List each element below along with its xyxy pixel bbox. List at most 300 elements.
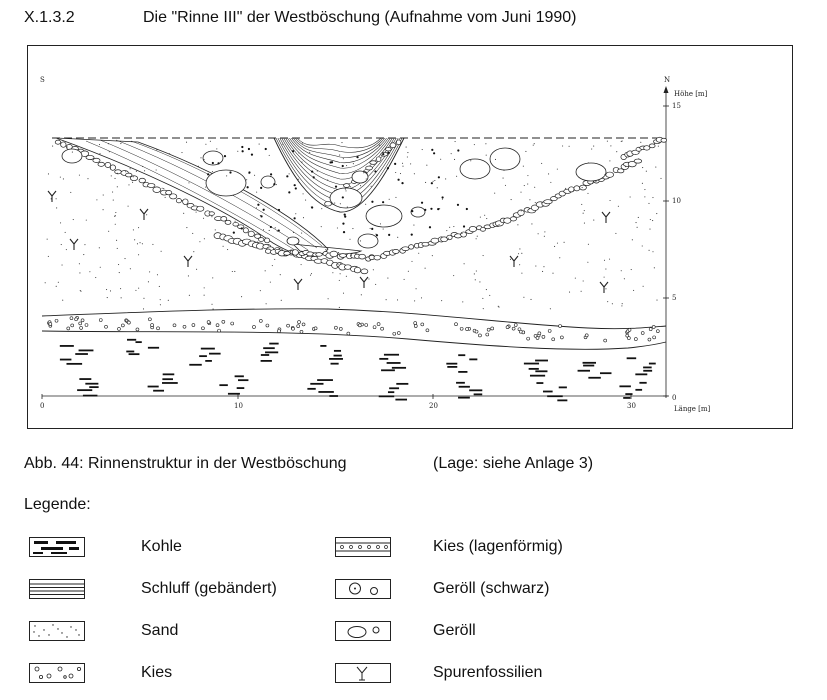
sand-dot: [108, 231, 109, 232]
sand-dot: [622, 303, 623, 304]
sand-dot: [557, 243, 558, 244]
sand-dot: [379, 145, 380, 146]
sand-dot: [340, 263, 341, 264]
coal-dash: [458, 397, 470, 399]
sand-dot: [181, 200, 182, 201]
sand-dot: [56, 207, 57, 208]
sand-dot: [282, 144, 283, 145]
sand-dot: [181, 152, 182, 153]
sand-dot: [337, 264, 338, 265]
sand-dot: [144, 170, 145, 171]
diagonal-silt-lens: [56, 138, 328, 256]
coarse-grain: [233, 232, 235, 234]
coal-dashes: [60, 339, 656, 401]
sand-dot: [486, 289, 487, 290]
sand-dot: [157, 274, 158, 275]
sand-dot: [554, 246, 555, 247]
sand-dot: [301, 264, 302, 265]
coarse-grain: [278, 229, 280, 231]
gravel-grain: [634, 338, 637, 341]
gravel-grain: [373, 326, 376, 329]
sand-dot: [584, 223, 585, 224]
gravel-grain: [559, 325, 562, 328]
sand-dot: [494, 193, 495, 194]
sand-dot: [79, 175, 80, 176]
coarse-grain: [335, 186, 337, 188]
coal-dash: [85, 383, 98, 385]
figure-location-note: (Lage: siehe Anlage 3): [433, 455, 594, 472]
sand-dot: [265, 270, 266, 271]
coarse-grain: [376, 234, 378, 236]
gravel-grain: [656, 330, 659, 333]
pebble: [339, 254, 346, 258]
height-tick-15: 15: [672, 102, 681, 110]
coal-dash: [318, 391, 333, 393]
coal-dash: [75, 353, 88, 355]
sand-dot: [518, 253, 519, 254]
sand-dot: [495, 159, 496, 160]
gravel-grain: [347, 332, 350, 335]
coal-dash: [530, 375, 545, 377]
sand-dot: [426, 165, 427, 166]
sand-dot: [142, 243, 143, 244]
sand-dot: [349, 239, 350, 240]
boulder: [352, 171, 368, 183]
sand-dot: [160, 304, 161, 305]
sand-dot: [128, 184, 129, 185]
sand-dot: [425, 268, 426, 269]
sand-dot: [232, 271, 233, 272]
figure-caption: Abb. 44: Rinnenstruktur in der Westböschung: [24, 455, 347, 472]
gravel-grain: [653, 336, 656, 339]
pebble: [461, 232, 467, 237]
coal-dash: [209, 353, 221, 355]
sand-dot: [212, 171, 213, 172]
sand-dot: [254, 175, 255, 176]
sand-dot: [84, 150, 85, 151]
sand-dot: [205, 187, 206, 188]
sand-dot: [607, 301, 608, 302]
sand-dot: [303, 217, 304, 218]
sand-dot: [259, 144, 260, 145]
coarse-grain: [343, 231, 345, 233]
sand-dot: [400, 173, 401, 174]
coal-dash: [583, 365, 594, 367]
sand-dot: [605, 269, 606, 270]
coarse-grain: [273, 183, 275, 185]
coal-icon: [29, 537, 85, 557]
sand-dot: [276, 184, 277, 185]
sand-dot: [565, 188, 566, 189]
gravel-grain: [627, 337, 630, 340]
gravel-grain: [466, 328, 469, 331]
sand-dot: [527, 175, 528, 176]
sand-dot: [211, 216, 212, 217]
sand-dot: [422, 149, 423, 150]
sand-dot: [527, 184, 528, 185]
gravel-grain: [252, 325, 255, 328]
sand-dot: [189, 295, 190, 296]
gravel-grain: [298, 321, 301, 324]
pebble: [661, 138, 667, 142]
sand-dot: [235, 221, 236, 222]
sand-dot: [655, 167, 656, 168]
coal-dash: [469, 358, 477, 360]
trace-fossil: [48, 191, 56, 202]
sand-dot: [592, 183, 593, 184]
coal-dash: [79, 350, 94, 352]
coarse-grain: [311, 170, 313, 172]
sand-dot: [621, 270, 622, 271]
sand-dot: [387, 278, 388, 279]
sand-dot: [397, 299, 398, 300]
sand-dot: [210, 141, 211, 142]
coarse-grain: [382, 201, 384, 203]
boulder: [261, 176, 275, 188]
gravel-grain: [381, 327, 384, 330]
channel-band: [291, 138, 386, 163]
sand-dot: [648, 203, 649, 204]
sand-dot: [484, 215, 485, 216]
sand-dot: [449, 227, 450, 228]
coarse-grain: [388, 234, 390, 236]
gravel-grain: [487, 328, 490, 331]
sand-dot: [584, 210, 585, 211]
pebble: [55, 140, 61, 144]
coal-dash: [588, 377, 600, 379]
sand-dot: [474, 144, 475, 145]
coal-dash: [334, 355, 342, 357]
sand-dot: [446, 230, 447, 231]
coal-dash: [387, 362, 401, 364]
sand-dot: [649, 229, 650, 230]
sand-dot: [642, 183, 643, 184]
pebble: [376, 157, 381, 162]
coal-dash: [458, 371, 467, 373]
coal-dash: [162, 382, 178, 384]
sand-dot: [325, 249, 326, 250]
pebble: [243, 228, 248, 233]
coal-dash: [535, 370, 547, 372]
sand-dot: [407, 152, 408, 153]
sand-dot: [353, 163, 354, 164]
coarse-grain: [241, 146, 243, 148]
coarse-grain: [311, 206, 313, 208]
sand-dot: [654, 267, 655, 268]
sand-dot: [106, 289, 107, 290]
sand-dot: [395, 172, 396, 173]
sand-dot: [605, 288, 606, 289]
sand-dot: [406, 147, 407, 148]
sand-dot: [582, 187, 583, 188]
coarse-grain: [247, 186, 249, 188]
sand-dot: [383, 228, 384, 229]
sand-dot: [615, 233, 616, 234]
sand-dot: [298, 152, 299, 153]
legend-label-trace-fossil: Spurenfossilien: [433, 664, 543, 681]
gravel-grain: [148, 318, 151, 321]
gravel-grain: [552, 338, 555, 341]
sand-dot: [152, 244, 153, 245]
sand-dot: [474, 273, 475, 274]
sand-dot: [136, 171, 137, 172]
coal-dash: [474, 393, 483, 395]
coal-dash: [77, 389, 92, 391]
gravel-grain: [55, 319, 58, 322]
sand-dot: [133, 176, 134, 177]
pebble: [396, 140, 401, 145]
sand-dot: [115, 224, 116, 225]
coal-dash: [83, 395, 97, 397]
sand-dot: [334, 203, 335, 204]
gravel-grain: [71, 324, 74, 327]
sand-dot: [523, 166, 524, 167]
gravel-grain: [334, 326, 337, 329]
sand-dot: [642, 245, 643, 246]
legend-label-banded-silt: Schluff (gebändert): [141, 580, 277, 597]
sand-dot: [365, 204, 366, 205]
pebble: [86, 155, 94, 159]
coarse-grain: [466, 208, 468, 210]
coal-dash: [379, 358, 388, 360]
gravel-grain: [512, 327, 515, 330]
gravel-grain: [548, 329, 551, 332]
sand-dot: [60, 177, 61, 178]
sand-dot: [375, 284, 376, 285]
sand-dot: [650, 219, 651, 220]
coal-dash: [583, 362, 596, 364]
gravel-grain: [339, 327, 342, 330]
sand-dot: [479, 281, 480, 282]
sand-dot: [604, 260, 605, 261]
pebble: [574, 186, 580, 191]
legend-label-layered-gravel: Kies (lagenförmig): [433, 538, 563, 555]
sand-dot: [149, 271, 150, 272]
sand-dot: [609, 200, 610, 201]
coal-dash: [60, 345, 74, 347]
coal-dash: [543, 391, 553, 393]
sand-dot: [183, 213, 184, 214]
sand-icon: [29, 621, 85, 641]
pebble: [385, 148, 391, 151]
sand-dot: [411, 261, 412, 262]
sand-dot: [124, 258, 125, 259]
sand-dot: [631, 269, 632, 270]
pebble: [469, 226, 476, 231]
pebble: [98, 162, 105, 166]
gravel-grain: [314, 327, 317, 330]
sand-dot: [70, 192, 71, 193]
coal-dash: [392, 367, 406, 369]
legend-label-sand: Sand: [141, 622, 179, 639]
sand-dot: [110, 290, 111, 291]
height-tick-5: 5: [672, 294, 677, 302]
sand-dot: [397, 237, 398, 238]
sand-dot: [612, 303, 613, 304]
sand-dot: [293, 232, 294, 233]
pebble: [390, 143, 396, 148]
sand-dot: [66, 249, 67, 250]
sand-dot: [168, 300, 169, 301]
sand-dot: [618, 206, 619, 207]
sand-dot: [162, 188, 163, 189]
pebble: [606, 172, 614, 177]
sand-dot: [644, 189, 645, 190]
coal-dash: [135, 341, 141, 343]
sand-dot: [212, 277, 213, 278]
sand-dot: [421, 297, 422, 298]
coarse-grain: [371, 228, 373, 230]
coal-dash: [199, 355, 207, 357]
coarse-grain: [387, 167, 389, 169]
coarse-grain: [421, 202, 423, 204]
sand-dot: [552, 273, 553, 274]
pebble: [183, 199, 188, 205]
coarse-grain: [431, 182, 433, 184]
trace-fossil: [294, 279, 302, 290]
sand-dot: [569, 146, 570, 147]
sand-dot: [338, 252, 339, 253]
sand-dot: [196, 212, 197, 213]
coarse-grain: [329, 161, 331, 163]
sand-dot: [327, 180, 328, 181]
coarse-grain: [217, 162, 219, 164]
gravel-grain: [192, 324, 195, 327]
sand-dot: [347, 206, 348, 207]
boulder: [576, 163, 606, 181]
sand-dot: [521, 273, 522, 274]
sand-dot: [56, 198, 57, 199]
sand-dot: [125, 171, 126, 172]
channel-band: [280, 138, 398, 196]
black-boulder-icon: [335, 579, 391, 599]
sand-dot: [337, 227, 338, 228]
sand-dot: [332, 272, 333, 273]
sand-dot: [345, 190, 346, 191]
sand-dot: [652, 251, 653, 252]
sand-dot: [200, 157, 201, 158]
length-tick-0: 0: [40, 402, 45, 410]
coarse-grain: [270, 173, 272, 175]
sand-dot: [346, 276, 347, 277]
sand-dot: [115, 215, 116, 216]
sand-dot: [520, 192, 521, 193]
sand-dot: [134, 239, 135, 240]
coal-dash: [265, 351, 278, 353]
gravel-grain: [151, 324, 154, 327]
sand-dot: [205, 144, 206, 145]
sand-dot: [483, 308, 484, 309]
coal-dash: [379, 395, 394, 397]
sand-dot: [389, 199, 390, 200]
sand-dot: [108, 143, 109, 144]
sand-dot: [642, 167, 643, 168]
sand-dot: [204, 287, 205, 288]
boulder: [287, 237, 299, 245]
sand-dot: [609, 160, 610, 161]
sand-dot: [192, 233, 193, 234]
height-tick-0: 0: [672, 394, 677, 402]
gravel-grain: [560, 336, 563, 339]
sand-dot: [404, 279, 405, 280]
coal-dash: [447, 366, 457, 368]
sand-dot: [575, 278, 576, 279]
pebble: [225, 220, 231, 224]
sand-dot: [448, 238, 449, 239]
sand-dot: [464, 263, 465, 264]
sand-dot: [118, 264, 119, 265]
pebble: [374, 255, 381, 260]
sand-dot: [652, 220, 653, 221]
sand-dot: [559, 257, 560, 258]
sand-dot: [47, 239, 48, 240]
sand-dot: [99, 247, 100, 248]
gravel-grain: [519, 330, 522, 333]
sand-dot: [604, 174, 605, 175]
pebble: [292, 250, 298, 256]
sand-dot: [593, 146, 594, 147]
sand-dot: [186, 227, 187, 228]
sand-dot: [213, 308, 214, 309]
pebble: [370, 161, 377, 165]
coal-dash: [60, 359, 72, 361]
coal-dash: [469, 389, 482, 391]
sand-dot: [475, 279, 476, 280]
sand-dot: [519, 248, 520, 249]
channel-band: [297, 138, 381, 148]
coarse-grain: [294, 184, 296, 186]
sand-dot: [334, 190, 335, 191]
coarse-grain: [270, 226, 272, 228]
sand-dot: [160, 299, 161, 300]
sand-dot: [486, 218, 487, 219]
coal-dash: [643, 370, 652, 372]
sand-dot: [541, 202, 542, 203]
sand-dot: [96, 199, 97, 200]
pebble: [316, 253, 323, 257]
pebble: [649, 144, 655, 148]
boulder: [411, 207, 425, 217]
sand-dot: [441, 300, 442, 301]
sand-dot: [269, 155, 270, 156]
coarse-grain: [212, 162, 214, 164]
sand-dot: [61, 244, 62, 245]
boulder: [366, 205, 402, 227]
coal-dash: [79, 378, 91, 380]
sand-dot: [654, 143, 655, 144]
sand-dot: [343, 158, 344, 159]
coarse-grain: [431, 149, 433, 151]
gravel-layer-upper-boundary: [42, 309, 666, 329]
coarse-grain: [294, 217, 296, 219]
sand-dot: [593, 220, 594, 221]
sand-dot: [103, 209, 104, 210]
sand-dot: [542, 271, 543, 272]
sand-dot: [587, 262, 588, 263]
coal-dash: [625, 393, 632, 395]
legend-label-gravel: Kies: [141, 664, 173, 681]
trace-fossil: [70, 239, 78, 250]
sand-dot: [521, 253, 522, 254]
coal-dash: [381, 369, 395, 371]
sand-dot: [188, 275, 189, 276]
sand-dot: [340, 273, 341, 274]
sand-dot: [624, 278, 625, 279]
sand-dot: [86, 220, 87, 221]
sand-dot: [373, 269, 374, 270]
coal-dash: [66, 363, 82, 365]
gravel-grain: [358, 324, 361, 327]
